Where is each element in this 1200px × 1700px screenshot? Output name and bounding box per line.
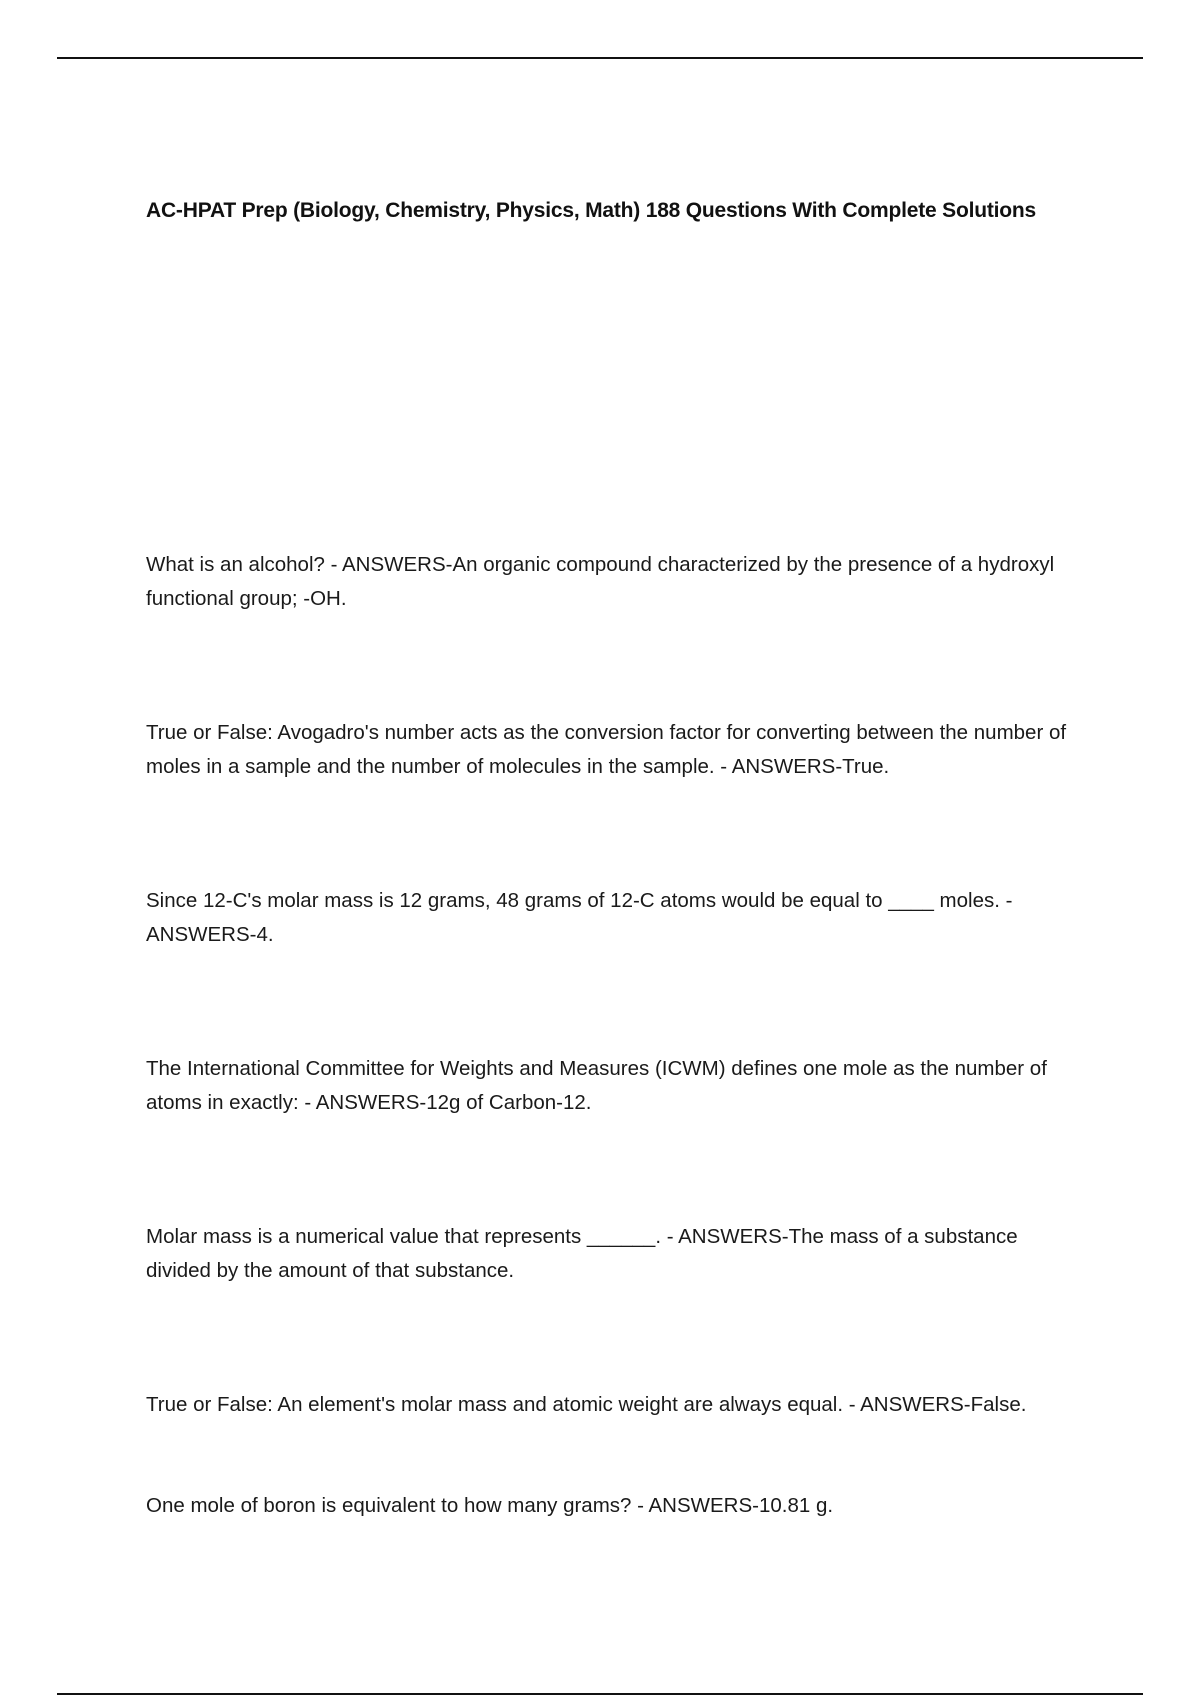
qa-item-7: One mole of boron is equivalent to how many grams? - ANSWERS-10.81 g.: [146, 1494, 834, 1517]
qa-item-2: True or False: Avogadro's number acts as the conversion factor for converting between the number of moles in a sample and the number of molecules in the sample. - ANSWERS-True.: [146, 721, 1067, 778]
qa-item-6: True or False: An element's molar mass and atomic weight are always equal. - ANSWERS-False.: [146, 1393, 1027, 1416]
qa-item-3: Since 12-C's molar mass is 12 grams, 48 grams of 12-C atoms would be equal to ____ moles. - ANSWERS-4.: [146, 889, 1013, 946]
question-answer-list: [146, 548, 1086, 1590]
qa-item-5: Molar mass is a numerical value that represents ______. - ANSWERS-The mass of a substance divided by the amount of that substance.: [146, 1225, 1018, 1282]
page-footer-rule: [57, 1693, 1143, 1695]
qa-item-1: What is an alcohol? - ANSWERS-An organic compound characterized by the presence of a hydroxyl functional group; -OH.: [146, 553, 1055, 610]
document-title: AC-HPAT Prep (Biology, Chemistry, Physics, Math) 188 Questions With Complete Solutions: [146, 199, 1037, 222]
page-header-rule: [57, 57, 1143, 59]
qa-item-4: The International Committee for Weights and Measures (ICWM) defines one mole as the number of atoms in exactly: - ANSWERS-12g of Carbon-12.: [146, 1057, 1047, 1114]
